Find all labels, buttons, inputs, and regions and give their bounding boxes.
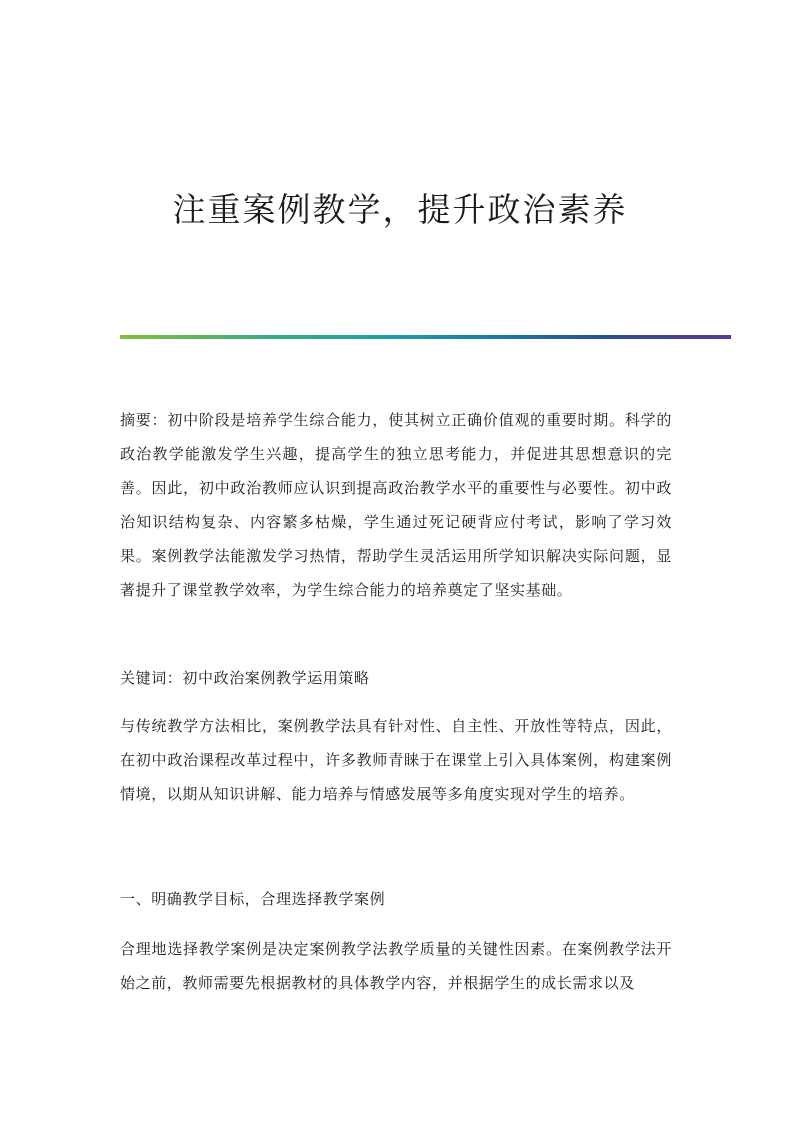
abstract-paragraph: 摘要：初中阶段是培养学生综合能力，使其树立正确价值观的重要时期。科学的政治教学能激发学生兴趣，提高学生的独立思考能力，并促进其思想意识的完善。因此，初中政治教师应认识到提高政治教学水平的重要性与必要性。初中政治知识结构复杂、内容繁多枯燥，学生通过死记硬背应付考试，影响了学习效果。案例教学法能激发学习热情，帮助学生灵活运用所学知识解决实际问题，显著提升了课堂教学效率，为学生综合能力的培养奠定了坚实基础。 xyxy=(120,411,672,599)
keywords-line: 关键词：初中政治案例教学运用策略 xyxy=(120,669,370,687)
document-title: 注重案例教学，提升政治素养 xyxy=(172,190,628,229)
title-divider xyxy=(120,335,731,339)
body-paragraph: 合理地选择教学案例是决定案例教学法教学质量的关键性因素。在案例教学法开始之前，教师需要先根据教材的具体教学内容，并根据学生的成长需求以及 xyxy=(120,940,672,992)
section-heading: 一、明确教学目标，合理选择教学案例 xyxy=(120,890,386,908)
intro-paragraph: 与传统教学方法相比，案例教学法具有针对性、自主性、开放性等特点，因此，在初中政治课程改革过程中，许多教师青睐于在课堂上引入具体案例，构建案例情境，以期从知识讲解、能力培养与情感发展等多角度实现对学生的培养。 xyxy=(120,717,672,803)
